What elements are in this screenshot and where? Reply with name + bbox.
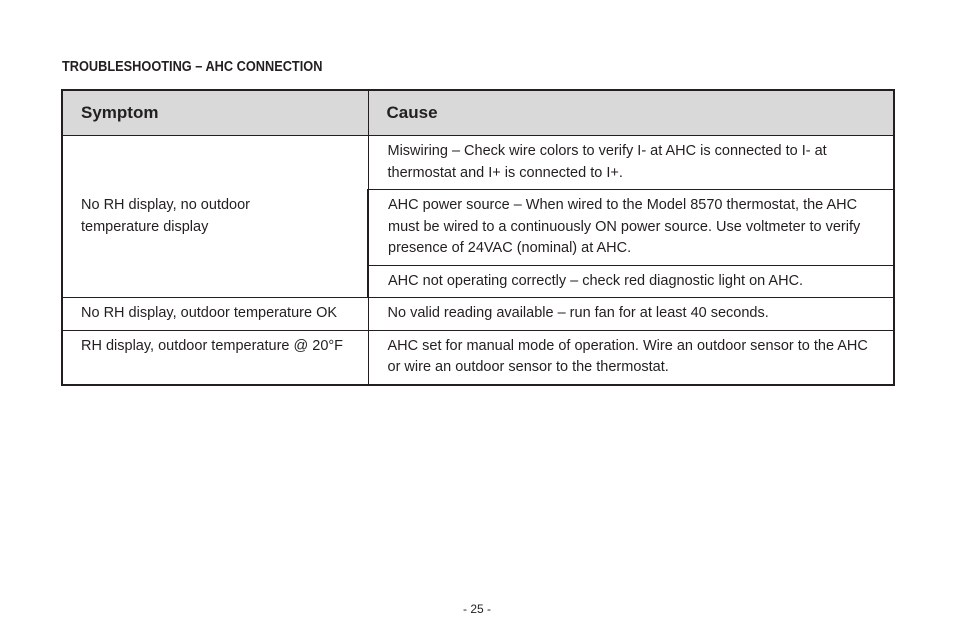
symptom-cell: No RH display, outdoor temperature OK — [62, 298, 368, 331]
symptom-cell — [62, 136, 368, 298]
cause-cell: AHC power source – When wired to the Model 8570 thermostat, the AHC must be wired to a continuously ON power source. Use voltmeter to verify presence of 24VAC (nominal) at AHC. — [368, 190, 894, 266]
symptom-line: No RH display, no outdoor — [81, 197, 250, 213]
symptom-cell: RH display, outdoor temperature @ 20°F — [62, 330, 368, 385]
table-row — [62, 136, 894, 190]
cause-column-header: Cause — [368, 90, 894, 136]
cause-cell: AHC set for manual mode of operation. Wire an outdoor sensor to the AHC or wire an outdoor sensor to the thermostat. — [368, 330, 894, 385]
symptom-line: temperature display — [81, 218, 209, 235]
cause-cell: No valid reading available – run fan for at least 40 seconds. — [368, 298, 894, 331]
table-row — [62, 298, 894, 331]
table-header-row — [62, 90, 894, 136]
section-title: TROUBLESHOOTING – AHC CONNECTION — [62, 59, 323, 75]
table-row — [62, 330, 894, 385]
symptom-column-header: Symptom — [62, 90, 368, 136]
cause-cell: Miswiring – Check wire colors to verify I- at AHC is connected to I- at thermostat and I+ is connected to I+. — [368, 136, 894, 190]
troubleshooting-table — [61, 89, 895, 386]
page-number: - 25 - — [462, 602, 491, 616]
cause-cell: AHC not operating correctly – check red diagnostic light on AHC. — [368, 265, 894, 298]
